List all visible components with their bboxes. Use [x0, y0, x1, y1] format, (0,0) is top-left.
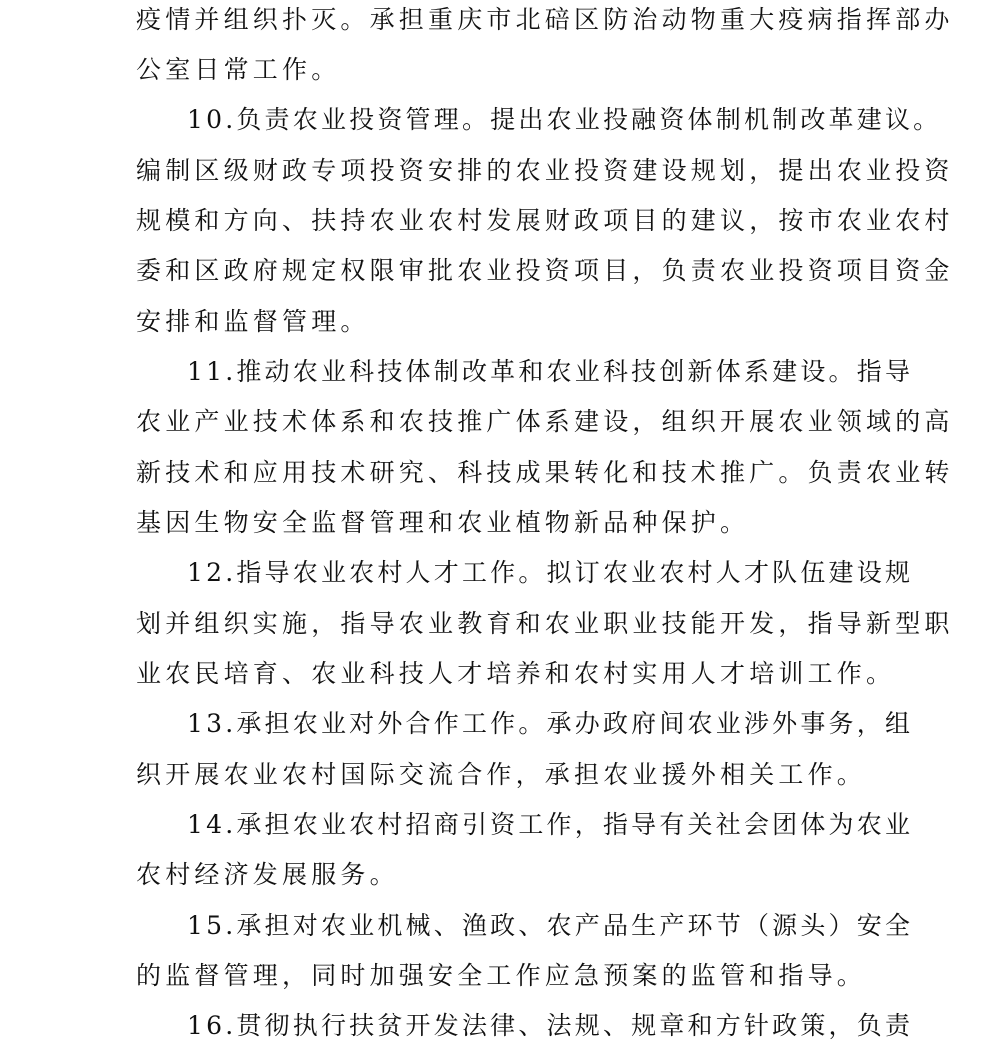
text-line: 委和区政府规定权限审批农业投资项目，负责农业投资项目资金	[136, 256, 954, 285]
text-line: 12.指导农业农村人才工作。拟订农业农村人才队伍建设规	[187, 558, 914, 587]
text-line: 10.负责农业投资管理。提出农业投融资体制机制改革建议。	[187, 105, 942, 134]
text-line: 的监督管理，同时加强安全工作应急预案的监管和指导。	[136, 961, 867, 990]
text-line: 农村经济发展服务。	[136, 860, 399, 889]
text-line: 织开展农业农村国际交流合作，承担农业援外相关工作。	[136, 760, 867, 789]
text-line: 新技术和应用技术研究、科技成果转化和技术推广。负责农业转	[136, 458, 954, 487]
text-line: 业农民培育、农业科技人才培养和农村实用人才培训工作。	[136, 659, 896, 688]
text-line: 划并组织实施，指导农业教育和农业职业技能开发，指导新型职	[136, 609, 954, 638]
text-line: 编制区级财政专项投资安排的农业投资建设规划，提出农业投资	[136, 156, 954, 185]
text-line: 规模和方向、扶持农业农村发展财政项目的建议，按市农业农村	[136, 206, 954, 235]
text-line: 公室日常工作。	[136, 55, 341, 84]
text-line: 农业产业技术体系和农技推广体系建设，组织开展农业领域的高	[136, 407, 954, 436]
text-line: 14.承担农业农村招商引资工作，指导有关社会团体为农业	[187, 810, 914, 839]
text-line: 安排和监督管理。	[136, 307, 370, 336]
text-line: 基因生物安全监督管理和农业植物新品种保护。	[136, 508, 750, 537]
text-line: 16.贯彻执行扶贫开发法律、法规、规章和方针政策，负责	[187, 1011, 914, 1040]
text-line: 13.承担农业对外合作工作。承办政府间农业涉外事务，组	[187, 709, 914, 738]
text-line: 疫情并组织扑灭。承担重庆市北碚区防治动物重大疫病指挥部办	[136, 5, 954, 34]
text-line: 11.推动农业科技体制改革和农业科技创新体系建设。指导	[187, 357, 914, 386]
text-line: 15.承担对农业机械、渔政、农产品生产环节（源头）安全	[187, 911, 914, 940]
